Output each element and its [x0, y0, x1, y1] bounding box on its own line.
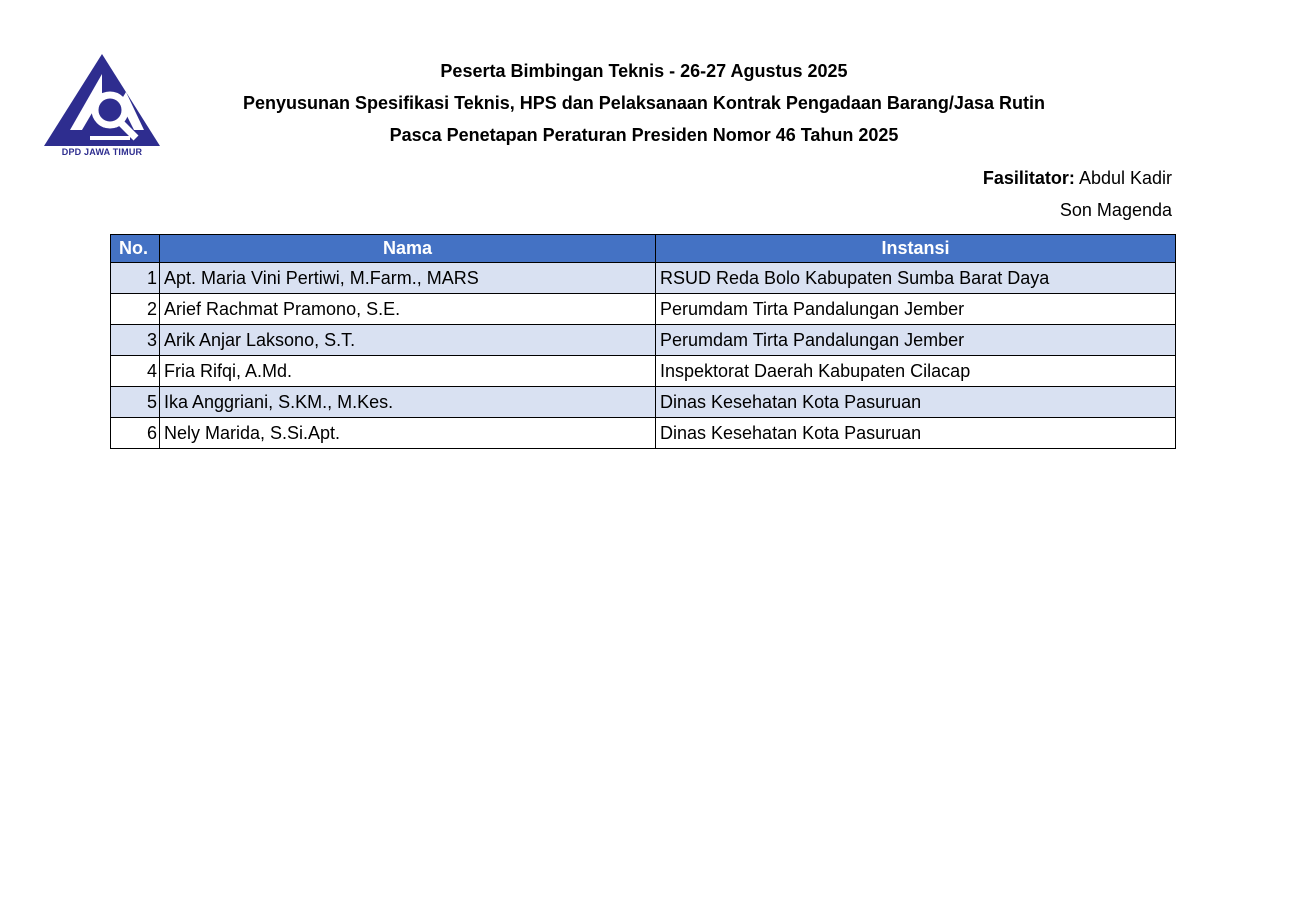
- cell-instansi: Inspektorat Daerah Kabupaten Cilacap: [656, 356, 1176, 387]
- cell-instansi: Dinas Kesehatan Kota Pasuruan: [656, 418, 1176, 449]
- table-row: [111, 418, 1176, 449]
- cell-nama: Arik Anjar Laksono, S.T.: [160, 325, 656, 356]
- cell-instansi: Perumdam Tirta Pandalungan Jember: [656, 294, 1176, 325]
- facilitator-name-2: Son Magenda: [1059, 200, 1172, 220]
- table-header-row: [111, 235, 1176, 263]
- table-row: [111, 263, 1176, 294]
- cell-no: 5: [111, 387, 160, 418]
- facilitator-name-1: Abdul Kadir: [1078, 168, 1172, 188]
- cell-no: 3: [111, 325, 160, 356]
- cell-no: 2: [111, 294, 160, 325]
- cell-no: 1: [111, 263, 160, 294]
- cell-nama: Fria Rifqi, A.Md.: [160, 356, 656, 387]
- cell-nama: Arief Rachmat Pramono, S.E.: [160, 294, 656, 325]
- logo-caption: DPD JAWA TIMUR: [61, 147, 143, 157]
- facilitator-label: Fasilitator:: [982, 168, 1075, 188]
- cell-no: 6: [111, 418, 160, 449]
- table-row: [111, 356, 1176, 387]
- table-row: [111, 387, 1176, 418]
- title-line-3: Pasca Penetapan Peraturan Presiden Nomor 46 Tahun 2025: [389, 125, 899, 145]
- table-row: [111, 325, 1176, 356]
- cell-nama: Apt. Maria Vini Pertiwi, M.Farm., MARS: [160, 263, 656, 294]
- column-header-no: No.: [111, 235, 160, 263]
- cell-instansi: RSUD Reda Bolo Kabupaten Sumba Barat Daya: [656, 263, 1176, 294]
- cell-instansi: Dinas Kesehatan Kota Pasuruan: [656, 387, 1176, 418]
- cell-instansi: Perumdam Tirta Pandalungan Jember: [656, 325, 1176, 356]
- column-header-nama: Nama: [160, 235, 656, 263]
- cell-no: 4: [111, 356, 160, 387]
- title-line-2: Penyusunan Spesifikasi Teknis, HPS dan Pelaksanaan Kontrak Pengadaan Barang/Jasa Rutin: [243, 93, 1045, 113]
- cell-nama: Ika Anggriani, S.KM., M.Kes.: [160, 387, 656, 418]
- participants-table: [110, 234, 1176, 449]
- column-header-instansi: Instansi: [656, 235, 1176, 263]
- cell-nama: Nely Marida, S.Si.Apt.: [160, 418, 656, 449]
- table-row: [111, 294, 1176, 325]
- facilitator-line-2: [772, 199, 1172, 221]
- facilitator-line-1: [772, 167, 1172, 189]
- title-line-1: Peserta Bimbingan Teknis - 26-27 Agustus 2025: [440, 61, 848, 81]
